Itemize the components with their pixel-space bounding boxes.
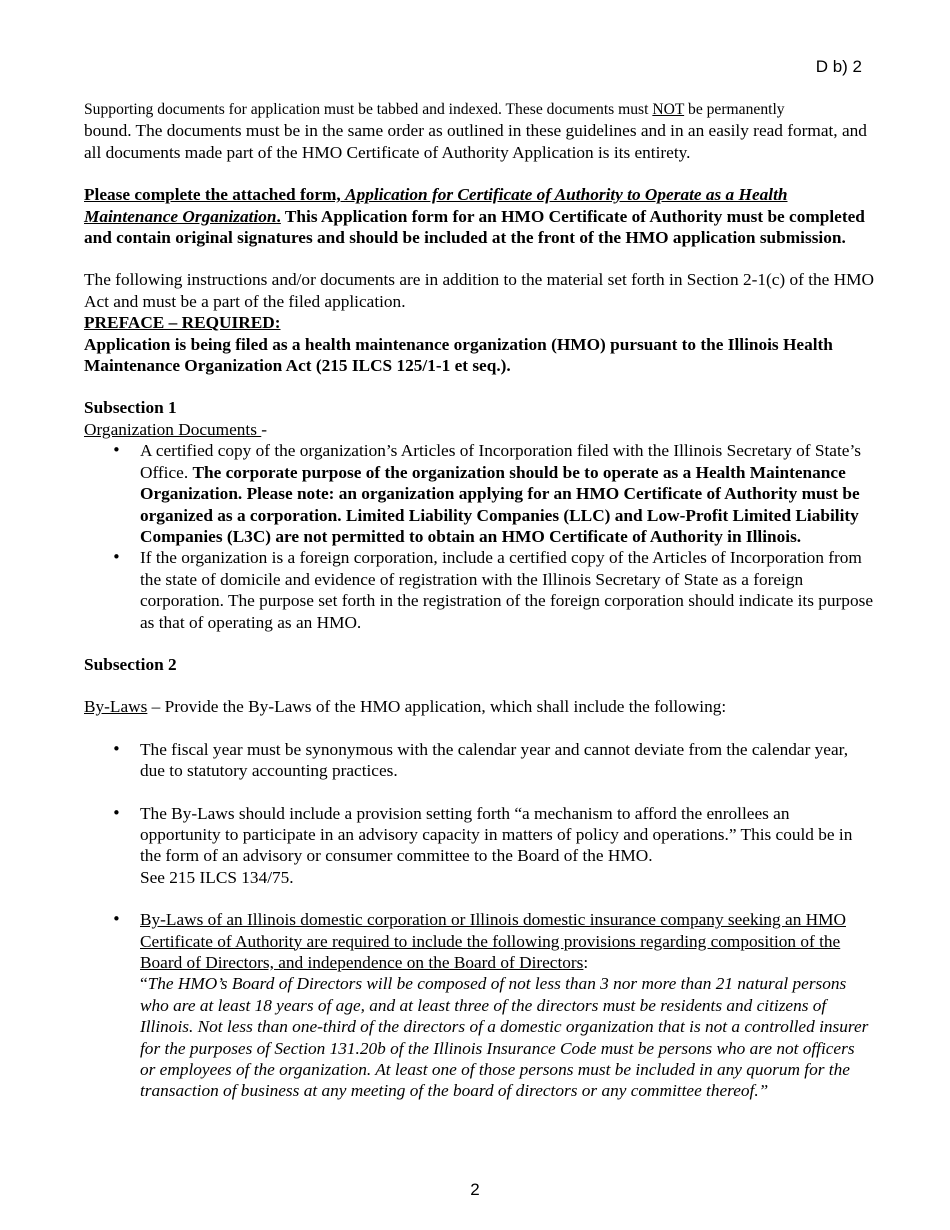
document-body (84, 98, 874, 1102)
list-item: • If the organization is a foreign corporation, include a certified copy of the Articles of Incorporation from the state of domicile and evidence of registration with the Illinois Secretary of State as a foreign corporation. The purpose set forth in the registration of the foreign corporation should indicate its purpose as that of operating as an HMO. (84, 547, 874, 633)
form-title: Application for Certificate of Authority to Operate as a Health Maintenance Organization (84, 185, 788, 226)
organization-documents-label: Organization Documents - (84, 419, 268, 439)
notice-rest: This Application form for an HMO Certificate of Authority must be completed and contain original signatures and should be included at the front of the HMO application submission. (84, 206, 865, 248)
preface-text: Application is being filed as a health maintenance organization (HMO) pursuant to the Illinois Health Maintenance Organization Act (215 ILCS 125/1-1 et seq.). (84, 334, 833, 376)
subsection-2-heading: Subsection 2 (84, 654, 177, 674)
intro-rest: bound. The documents must be in the same order as outlined in these guidelines and in an easily read format, and all documents made part of the HMO Certificate of Authority Application is its entirety. (84, 121, 867, 162)
not-emphasis: NOT (652, 101, 685, 118)
page-number: 2 (470, 1180, 480, 1199)
board-quote: The HMO’s Board of Directors will be composed of not less than 3 nor more than 21 natural persons who are at least 18 years of age, and at least three of the directors must be residents and citizens of Illinois. Not less than one-third of the directors of a domestic organization that is not a controlled insurer for the purposes of Section 131.20b of the Illinois Insurance Code must be persons who are not officers or employees of the organization. At least one of those persons must be included in any quorum for the transaction of business at any meeting of the board of directors or any committee thereof.” (140, 974, 869, 1101)
intro-first-line: Supporting documents for application must be tabbed and indexed. These documents must NOT be permanently (84, 101, 785, 118)
board-requirement: By-Laws of an Illinois domestic corporation or Illinois domestic insurance company seeking an HMO Certificate of Authority are required to include the following provisions regarding composition of the Board of Directors, and independence on the Board of Directors (140, 910, 846, 972)
instructions-paragraph: The following instructions and/or documents are in addition to the material set forth in Section 2-1(c) of the HMO Act and must be a part of the filed application. (84, 270, 874, 311)
organization-documents-list (84, 440, 874, 633)
list-item: • By-Laws of an Illinois domestic corporation or Illinois domestic insurance company seeking an HMO Certificate of Authority are required to include the following provisions regarding composition of the Board of Directors, and independence on the Board of Directors: “The HMO’s Board of Directors will be composed of not less than 3 nor more than 21 natural persons who are at least 18 years of age, and at least three of the directors must be residents and citizens of Illinois. Not less than one-third of the directors of a domestic organization that is not a controlled insurer for the purposes of Section 131.20b of the Illinois Insurance Code must be persons who are not officers or employees of the organization. At least one of those persons must be included in any quorum for the transaction of business at any meeting of the board of directors or any committee thereof.” (84, 909, 874, 1102)
bylaws-label: By-Laws (84, 697, 148, 717)
preface-heading: PREFACE – REQUIRED: (84, 313, 281, 333)
statute-reference: See 215 ILCS 134/75. (140, 867, 294, 887)
notice-lead: Please complete the attached form, Application for Certificate of Authority to Operate as a Health Maintenance Organization. (84, 185, 788, 226)
subsection-1-heading: Subsection 1 (84, 398, 177, 418)
list-item: • The By-Laws should include a provision setting forth “a mechanism to afford the enrollees an opportunity to participate in an advisory capacity in matters of policy and operations.” This could be in the form of an advisory or consumer committee to the Board of the HMO. See 215 ILCS 134/75. (84, 803, 874, 889)
application-notice (84, 184, 874, 248)
list-item: • A certified copy of the organization’s Articles of Incorporation filed with the Illinois Secretary of State’s Office. The corporate purpose of the organization should be to operate as a Health Maintenance Organization. Please note: an organization applying for an HMO Certificate of Authority must be organized as a corporation. Limited Liability Companies (LLC) and Low-Profit Limited Liability Companies (L3C) are not permitted to obtain an HMO Certificate of Authority in Illinois. (84, 440, 874, 547)
bylaws-list (84, 739, 874, 1102)
list-item: • The fiscal year must be synonymous with the calendar year and cannot deviate from the calendar year, due to statutory accounting practices. (84, 739, 874, 782)
page-identifier: D b) 2 (815, 57, 862, 76)
intro-paragraph (84, 98, 874, 163)
bylaws-intro: By-Laws – Provide the By-Laws of the HMO application, which shall include the following: (84, 697, 727, 717)
